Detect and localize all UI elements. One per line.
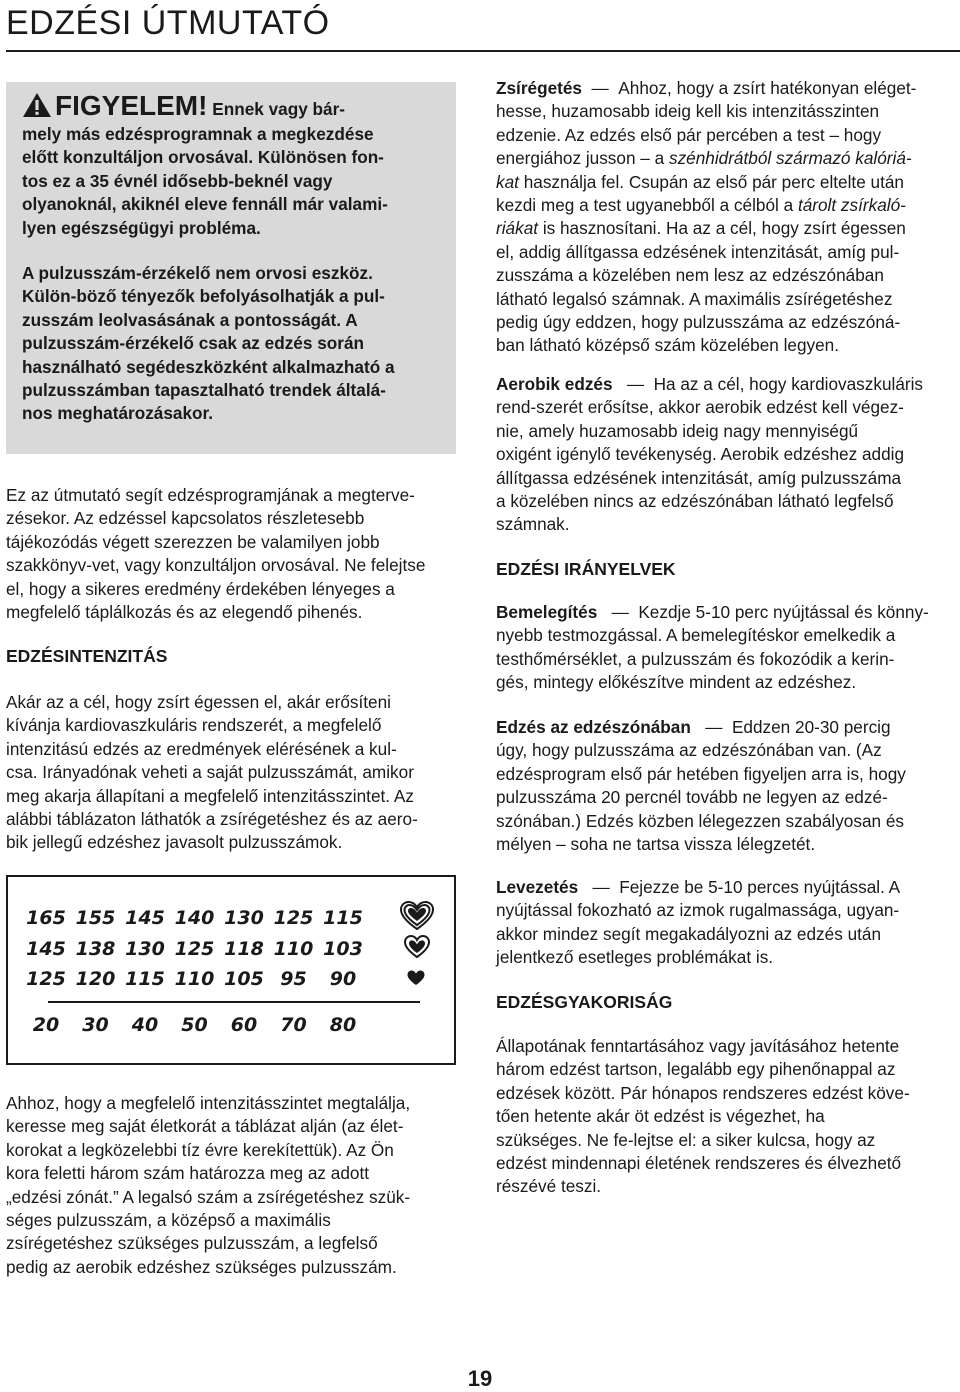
heart-rate-value: 115	[323, 907, 363, 929]
warning-box	[6, 82, 456, 454]
age-value: 50	[181, 1014, 208, 1036]
aerobic-line	[496, 373, 954, 396]
warning-heading: FIGYELEM!	[55, 90, 208, 121]
page-number: 19	[467, 1366, 493, 1391]
fat-burning-line	[496, 171, 954, 194]
fat-burning-line	[496, 77, 954, 100]
cooldown-first-line: Fejezze be 5-10 perces nyújtással. A	[619, 877, 901, 897]
em-dash: —	[626, 374, 645, 394]
heart-rate-value: 95	[280, 968, 307, 990]
fat-burning-line: edzenie. Az edzés első pár percében a test – hogy	[496, 124, 882, 145]
sensor-note-line: nos meghatározásakor.	[22, 403, 214, 424]
heart-rate-value: 130	[125, 938, 165, 960]
heart-rate-value: 125	[273, 907, 314, 929]
fat-burning-line	[496, 217, 954, 240]
fat-burning-line: zusszáma a közelében nem lesz az edzészónában	[496, 265, 884, 286]
em-dash: —	[591, 78, 609, 98]
intensity-line: kívánja kardiovaszkuláris rendszerét, a megfelelő	[6, 715, 382, 736]
sensor-note-line: A pulzusszám-érzékelő nem orvosi eszköz.	[22, 263, 373, 284]
intensity-line: meg akarja állapítani a megfelelő intenzitásszintet. Az	[6, 785, 414, 806]
sensor-note-line: pulzusszámban tapasztalható trendek általá-	[22, 380, 386, 401]
frequency-line: edzést mindennapi életének rendszeres és élvezhető	[496, 1153, 902, 1174]
warmup-first-line: Kezdje 5-10 perc nyújtással és könny-	[638, 602, 929, 622]
fat-burning-line: látható legalsó számnak. A maximális zsírégetéshez	[496, 288, 893, 309]
heart-single-icon	[407, 970, 425, 986]
aerobic-line: nie, amely huzamosabb ideig nagy mennyiségű	[496, 420, 859, 441]
warmup-line: gés, mintegy előkészítve mindent az edzéshez.	[496, 672, 857, 693]
intro-line: el, hogy a sikeres eredmény érdekében lényeges a	[6, 578, 395, 599]
heart-rate-value: 138	[75, 938, 116, 960]
text-span: is hasznosítani. Ha az a cél, hogy zsírt égessen	[542, 218, 906, 239]
fat-burning-line: ban látható középső szám közelében legyen.	[496, 335, 840, 356]
fat-burning-line: hesse, huzamosabb ideig kell kis intenzitásszinten	[496, 101, 880, 122]
intro-line: tájékozódás végett szerezzen be valamilyen jobb	[6, 531, 380, 552]
zone-line: edzésprogram első pár hetében figyeljen arra is, hogy	[496, 763, 906, 784]
fat-burning-term: Zsírégetés	[496, 78, 582, 98]
explanation-line: zsírégetéshez szükséges pulzusszám, a legfelső	[6, 1233, 378, 1254]
emphasis-carb-calories: szénhidrátból származó kalóriá-	[668, 148, 912, 169]
aerobic-line: a közelében nincs az edzészónában látható legfelső	[496, 491, 894, 512]
explanation-line: keresse meg saját életkorát a táblázat alján (az élet-	[6, 1116, 404, 1137]
fat-burning-line	[496, 147, 954, 170]
intensity-heading: EDZÉSINTENZITÁS	[6, 646, 168, 666]
zone-line: szónában.) Edzés közben lélegezzen szabályosan és	[496, 810, 904, 831]
frequency-line: három edzést tartson, legalább egy pihenőnappal az	[496, 1059, 896, 1080]
intro-line: zésekor. Az edzéssel kapcsolatos részletesebb	[6, 508, 365, 529]
intensity-line: Akár az a cél, hogy zsírt égessen el, akár erősíteni	[6, 692, 391, 712]
intro-line: szakkönyv-vet, vagy konzultáljon orvosával. Ne felejtse	[6, 555, 426, 576]
table-explanation-paragraph	[6, 1092, 466, 1279]
age-value: 20	[32, 1014, 60, 1036]
em-dash: —	[611, 602, 629, 622]
frequency-line: részévé teszi.	[496, 1176, 602, 1197]
training-zone-paragraph	[496, 716, 954, 856]
warning-triangle-icon	[22, 92, 52, 118]
intro-line: Ez az útmutató segít edzésprogramjának a megterve-	[6, 485, 415, 505]
heart-rate-value: 145	[125, 907, 165, 929]
cooldown-paragraph	[496, 876, 954, 970]
cooldown-line: jelentkező esetleges problémákat is.	[496, 947, 774, 968]
cooldown-line: akkor mindez segít megakadályozni az edzés után	[496, 923, 882, 944]
heart-rate-table	[6, 875, 456, 1065]
explanation-line: korokat a legközelebbi tíz évre kerekítettük). Az Ön	[6, 1139, 394, 1160]
warning-line: olyanoknál, akiknél eleve fennáll már valami-	[22, 194, 388, 215]
explanation-line: „edzési zónát.” A legalsó szám a zsírégetéshez szük-	[6, 1186, 411, 1207]
aerobic-line: számnak.	[496, 514, 570, 535]
cooldown-line	[496, 876, 954, 899]
intro-line: megfelelő táplálkozás és az elegendő pihenés.	[6, 602, 363, 623]
fat-burning-line: pedig úgy eddzen, hogy pulzusszáma az edzészóná-	[496, 312, 901, 333]
heart-rate-value: 105	[224, 968, 264, 990]
heart-rate-value: 145	[26, 938, 66, 960]
text-span: kezdi meg a test ugyanebből a célból a	[496, 195, 794, 216]
heart-rate-value: 110	[174, 968, 215, 990]
warmup-term: Bemelegítés	[496, 602, 598, 622]
heart-rate-value: 130	[224, 907, 264, 929]
em-dash: —	[705, 717, 723, 737]
intensity-line: bik jellegű edzéshez javasolt pulzusszámok.	[6, 832, 343, 853]
fat-burning-paragraph	[496, 77, 954, 358]
fat-burning-first-line: Ahhoz, hogy a zsírt hatékonyan eléget-	[618, 78, 917, 98]
zone-line: pulzusszáma 20 percnél tovább ne legyen az edzé-	[496, 787, 888, 808]
explanation-line: séges pulzusszám, a középső a maximális	[6, 1210, 331, 1231]
warmup-line: nyebb testmozgással. A bemelegítéskor emelkedik a	[496, 625, 896, 646]
aerobic-line: rend-szerét erősítse, akkor aerobik edzést kell végez-	[496, 397, 904, 418]
explanation-line: kora feletti három szám határozza meg az adott	[6, 1163, 370, 1184]
guidelines-heading: EDZÉSI IRÁNYELVEK	[496, 559, 676, 579]
aerobic-term: Aerobik edzés	[496, 374, 613, 394]
text-span: energiához jusson – a	[496, 148, 665, 169]
explanation-line: pedig az aerobik edzéshez szükséges pulzusszám.	[6, 1256, 397, 1277]
emphasis-stored-fat-end: riákat	[496, 218, 539, 239]
intensity-line: alábbi táblázaton láthatók a zsírégetéshez és az aero-	[6, 809, 418, 830]
heart-triple-icon	[400, 901, 434, 931]
heart-rate-value: 125	[174, 938, 215, 960]
fat-burning-line: el, addig állítgassa edzésének intenzitását, amíg pul-	[496, 241, 900, 262]
frequency-heading: EDZÉSGYAKORISÁG	[496, 992, 673, 1012]
em-dash: —	[592, 877, 610, 897]
sensor-note-line: zusszám leolvasásának a pontosságát. A	[22, 309, 358, 330]
age-value: 40	[131, 1014, 159, 1036]
warning-line: tos ez a 35 évnél idősebb-beknél vagy	[22, 170, 333, 191]
warning-line: mely más edzésprogramnak a megkezdése	[22, 124, 374, 144]
intensity-paragraph	[6, 691, 466, 855]
aerobic-paragraph	[496, 373, 954, 537]
frequency-line: edzések között. Pár hónapos rendszeres edzést köve-	[496, 1082, 910, 1103]
warning-text: Ennek vagy bár-	[212, 99, 346, 119]
age-value: 60	[230, 1014, 258, 1036]
page-title: EDZÉSI ÚTMUTATÓ	[6, 4, 330, 42]
intensity-line: csa. Irányadónak veheti a saját pulzusszámát, amikor	[6, 762, 414, 783]
heart-rate-value: 140	[174, 907, 215, 929]
age-value: 70	[280, 1014, 307, 1036]
heart-rate-value: 118	[224, 938, 264, 960]
cooldown-term: Levezetés	[496, 877, 579, 897]
heart-double-icon	[404, 935, 430, 959]
age-value: 30	[82, 1014, 109, 1036]
heart-rate-value: 90	[329, 968, 357, 990]
sensor-note-line: pulzusszám-érzékelő csak az edzés során	[22, 333, 364, 354]
zone-line: úgy, hogy pulzusszáma az edzészónában van. (Az	[496, 740, 882, 761]
warning-line: lyen egészségügyi probléma.	[22, 217, 261, 238]
warning-line: előtt konzultáljon orvosával. Különösen fon-	[22, 147, 384, 168]
zone-line: mélyen – soha ne tartsa vissza lélegzetét.	[496, 834, 816, 855]
frequency-line: szükséges. Ne fe-lejtse el: a siker kulcsa, hogy az	[496, 1129, 876, 1150]
aerobic-first-line: Ha az a cél, hogy kardiovaszkuláris	[653, 374, 924, 394]
zone-first-line: Eddzen 20-30 percig	[731, 717, 891, 737]
age-value: 80	[329, 1014, 357, 1036]
emphasis-stored-fat: tárolt zsírkaló-	[797, 195, 906, 216]
warning-line	[22, 92, 446, 123]
aerobic-line: oxigént igénylő tevékenység. Aerobik edzéshez addig	[496, 444, 905, 465]
frequency-line: Állapotának fenntartásához vagy javításához hetente	[496, 1036, 900, 1056]
warmup-line: testhőmérséklet, a pulzusszám és fokozódik a kerin-	[496, 648, 895, 669]
heart-rate-value: 115	[125, 968, 165, 990]
text-span: használja fel. Csupán az első pár perc eltelte után	[523, 171, 904, 192]
fat-burning-line	[496, 194, 954, 217]
heart-rate-value: 120	[75, 968, 116, 990]
cooldown-line: nyújtással fokozható az izmok rugalmassága, ugyan-	[496, 900, 900, 921]
sensor-note-line: Külön-böző tényezők befolyásolhatják a pul-	[22, 286, 385, 307]
title-rule	[6, 50, 960, 52]
zone-line	[496, 716, 954, 739]
intensity-line: intenzitású edzés az eredmények elérésének a kul-	[6, 738, 397, 759]
intro-paragraph	[6, 484, 466, 624]
heart-rate-value: 165	[26, 907, 66, 929]
explanation-line: Ahhoz, hogy a megfelelő intenzitásszintet megtalálja,	[6, 1093, 411, 1113]
emphasis-carb-calories-end: kat	[496, 171, 519, 192]
age-axis-rule	[48, 1001, 420, 1003]
warmup-line	[496, 601, 954, 624]
aerobic-line: állítgassa edzésének intenzitását, amíg pulzusszáma	[496, 467, 902, 488]
heart-rate-value: 110	[273, 938, 314, 960]
warmup-paragraph	[496, 601, 954, 695]
frequency-paragraph	[496, 1035, 954, 1199]
heart-rate-value: 155	[75, 907, 116, 929]
frequency-line: tően hetente akár öt edzést is végezhet, ha	[496, 1106, 825, 1127]
heart-rate-value: 125	[26, 968, 66, 990]
sensor-note-line: használható segédeszközként alkalmazható a	[22, 356, 395, 377]
zone-term: Edzés az edzészónában	[496, 717, 691, 737]
heart-rate-value: 103	[323, 938, 363, 960]
